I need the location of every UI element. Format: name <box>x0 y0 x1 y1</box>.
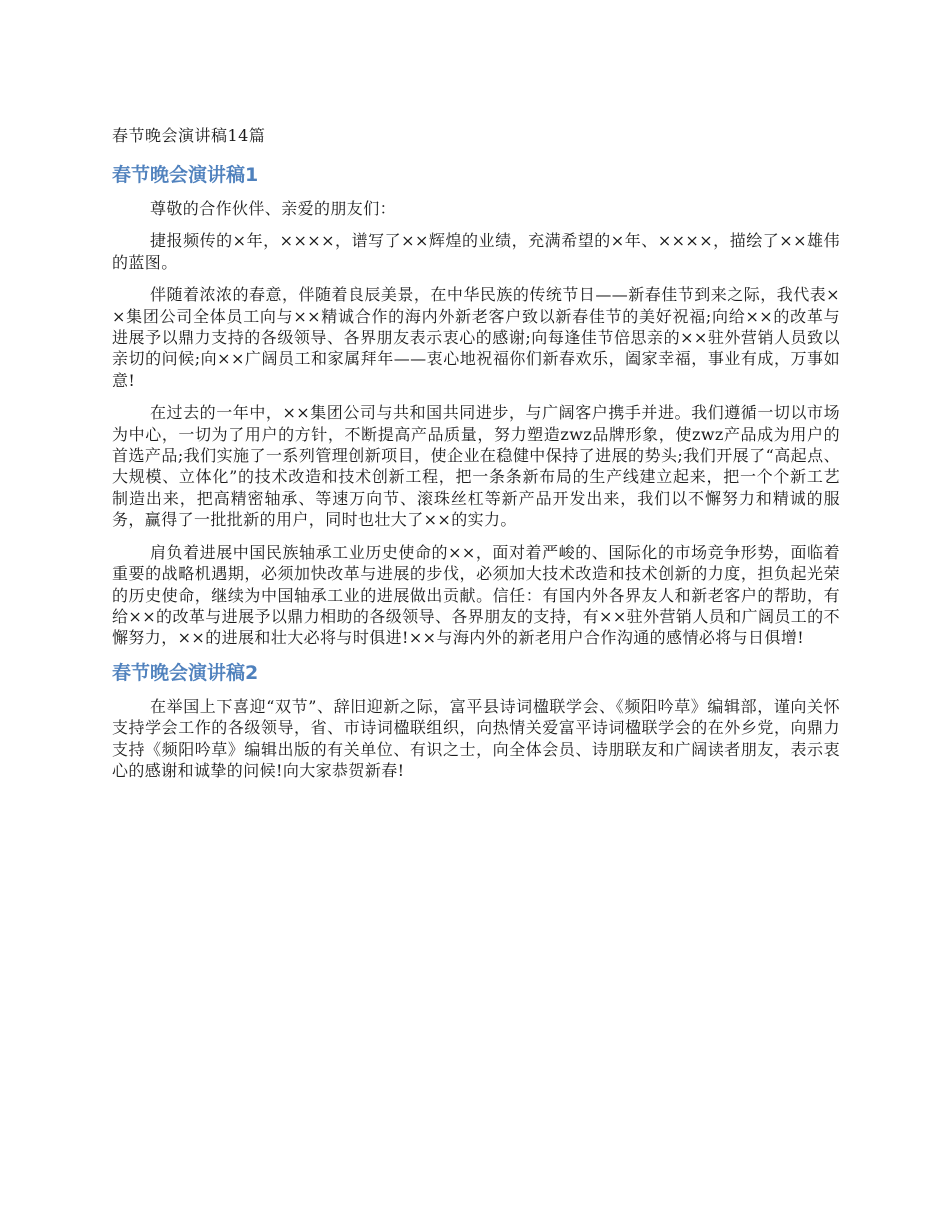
document-title: 春节晚会演讲稿14篇 <box>112 126 266 145</box>
paragraph: 尊敬的合作伙伴、亲爱的朋友们： <box>150 199 397 218</box>
document-page <box>112 124 840 792</box>
paragraph: 捷报频传的×年，××××，谱写了××辉煌的业绩，充满希望的×年、××××，描绘了××雄伟的蓝图。 <box>112 231 840 272</box>
paragraph: 肩负着进展中国民族轴承工业历史使命的××，面对着严峻的、国际化的市场竞争形势，面临着重要的战略机遇期，必须加快改革与进展的步伐，必须加大技术改造和技术创新的力度，担负起光荣的历史使命，继续为中国轴承工业的进展做出贡献。信任：有国内外各界友人和新老客户的帮助，有给××的改革与进展予以鼎力相助的各级领导、各界朋友的支持，有××驻外营销人员和广阔员工的不懈努力，××的进展和壮大必将与时俱进!××与海内外的新老用户合作沟通的感情必将与日俱增! <box>112 542 840 648</box>
section-1 <box>112 162 840 649</box>
section-heading: 春节晚会演讲稿2 <box>112 661 259 684</box>
paragraph: 在举国上下喜迎“双节”、辞旧迎新之际，富平县诗词楹联学会、《频阳吟草》编辑部，谨向关怀支持学会工作的各级领导，省、市诗词楹联组织，向热情关爱富平诗词楹联学会的在外乡党，向鼎力支持《频阳吟草》编辑出版的有关单位、有识之士，向全体会员、诗朋联友和广阔读者朋友，表示衷心的感谢和诚挚的问候!向大家恭贺新春! <box>112 696 840 780</box>
paragraph: 在过去的一年中，××集团公司与共和国共同进步，与广阔客户携手并进。我们遵循一切以市场为中心，一切为了用户的方针，不断提高产品质量，努力塑造zwz品牌形象，使zwz产品成为用户的首选产品;我们实施了一系列管理创新项目，使企业在稳健中保持了进展的势头;我们开展了“高起点、大规模、立体化”的技术改造和技术创新工程，把一条条新布局的生产线建立起来，把一个个新工艺制造出来，把高精密轴承、等速万向节、滚珠丝杠等新产品开发出来，我们以不懈努力和精诚的服务，赢得了一批批新的用户，同时也壮大了××的实力。 <box>112 403 840 530</box>
section-2 <box>112 660 840 782</box>
section-heading: 春节晚会演讲稿1 <box>112 164 259 186</box>
paragraph: 伴随着浓浓的春意，伴随着良辰美景，在中华民族的传统节日——新春佳节到来之际，我代表××集团公司全体员工向与××精诚合作的海内外新老客户致以新春佳节的美好祝福;向给××的改革与进展予以鼎力支持的各级领导、各界朋友表示衷心的感谢;向每逢佳节倍思亲的××驻外营销人员致以亲切的问候;向××广阔员工和家属拜年——衷心地祝福你们新春欢乐，阖家幸福，事业有成，万事如意! <box>112 285 840 390</box>
